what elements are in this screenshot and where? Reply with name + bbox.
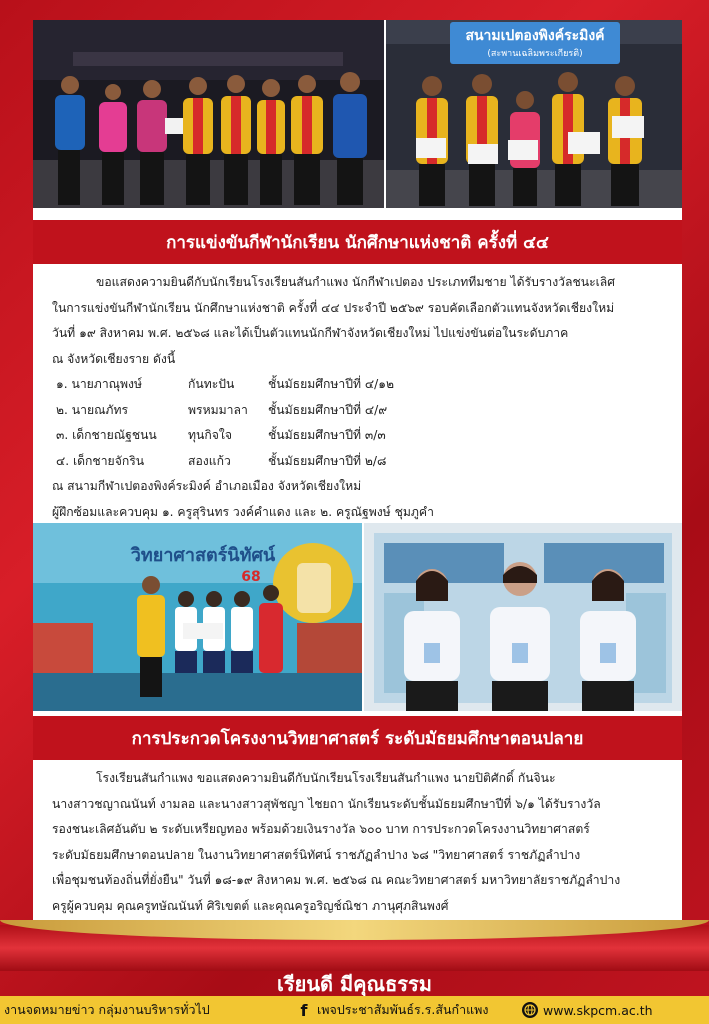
globe-icon	[522, 1002, 538, 1018]
section1-line-2: ในการแข่งขันกีฬานักเรียน นักศึกษาแห่งชาติ ครั้งที่ ๔๔ ประจำปี ๒๕๖๙ รอบคัดเลือกตัวแทนจังหวัดเชียงใหม่	[52, 300, 615, 315]
facebook-page-label: เพจประชาสัมพันธ์ร.ร.สันกำแพง	[317, 1002, 489, 1017]
section2-line-3: รองชนะเลิศอันดับ ๒ ระดับเหรียญทอง พร้อมด้วยเงินรางวัล ๖๐๐ บาท การประกวดโครงงานวิทยาศาสตร์	[52, 822, 590, 836]
list-item: ๑. นายภาณุพงษ์ กันทะปัน ชั้นมัธยมศึกษาปีที่ ๔/๑๒	[56, 377, 394, 391]
photo-science-fair-stage	[33, 523, 362, 711]
section1-body	[52, 270, 664, 525]
section2-line-6: ครูผู้ควบคุม คุณครูทษัณนันท์ ศิริเขตต์ และคุณครูอริญช์ณิชา ภานุศุภสินพงศ์	[52, 898, 449, 913]
facebook-link[interactable]	[296, 1000, 522, 1020]
section1-title: การแข่งขันกีฬานักเรียน นักศึกษาแห่งชาติ ครั้งที่ ๔๔	[166, 232, 549, 253]
section2-line-1: โรงเรียนสันกำแพง ขอแสดงความยินดีกับนักเรียนโรงเรียนสันกำแพง นายปิติศักดิ์ กันจินะ	[96, 771, 556, 785]
website-link[interactable]	[522, 1002, 653, 1018]
photo-petanque-team-staff	[33, 20, 384, 208]
science-fair-sign-number: 68	[241, 569, 261, 585]
venue-sign-text: สนามเปตองพิงค์ระมิงค์	[465, 28, 605, 44]
section1-venue: ณ สนามกีฬาเปตองพิงค์ระมิงค์ อำเภอเมือง จังหวัดเชียงใหม่	[52, 479, 362, 493]
website-url: www.skpcm.ac.th	[543, 1002, 653, 1018]
list-item: ๒. นายณภัทร พรหมมาลา ชั้นมัธยมศึกษาปีที่ ๔/๙	[56, 402, 388, 417]
footer-bar	[0, 996, 709, 1024]
footer-department: งานจดหมายข่าว กลุ่มงานบริหารทั่วไป	[4, 1002, 210, 1017]
photo-science-project-students	[364, 523, 682, 711]
section2-title-banner	[33, 716, 682, 760]
section2-title: การประกวดโครงงานวิทยาศาสตร์ ระดับมัธยมศึกษาตอนปลาย	[131, 728, 584, 749]
photo-petanque-team-certificates	[386, 20, 682, 208]
list-item: ๓. เด็กชายณัฐชนน ทุนกิจใจ ชั้นมัธยมศึกษาปีที่ ๓/๓	[56, 428, 386, 442]
list-item: ๔. เด็กชายจักริน สองแก้ว ชั้นมัธยมศึกษาปีที่ ๒/๘	[56, 453, 387, 468]
facebook-icon: f	[300, 1000, 308, 1020]
section1-line-3: วันที่ ๑๙ สิงหาคม พ.ศ. ๒๕๖๘ และได้เป็นตัวแทนนักกีฬาจังหวัดเชียงใหม่ ไปแข่งขันต่อในระดับภาค	[52, 326, 569, 340]
section2-line-2: นางสาวชญาณนันท์ งามลอ และนางสาวสุพัชญา ไชยถา นักเรียนระดับชั้นมัธยมศึกษาปีที่ ๖/๑ ได้รับรางวัล	[52, 796, 601, 811]
section1-coaches: ผู้ฝึกซ้อมและควบคุม ๑. ครูสุรินทร วงค์คำแดง และ ๒. ครูณัฐพงษ์ ชุมภูคำ	[52, 504, 434, 519]
science-fair-sign: วิทยาศาสตร์นิทัศน์	[130, 545, 276, 566]
section1-line-1: ขอแสดงความยินดีกับนักเรียนโรงเรียนสันกำแพง นักกีฬาเปตอง ประเภททีมชาย ได้รับรางวัลชนะเลิศ	[96, 275, 615, 289]
section1-title-banner	[33, 220, 682, 264]
section2-body	[52, 766, 664, 919]
athlete-list	[52, 372, 664, 474]
school-motto: เรียนดี มีคุณธรรม	[277, 972, 432, 996]
section2-line-4: ระดับมัธยมศึกษาตอนปลาย ในงานวิทยาศาสตร์นิทัศน์ ราชภัฏลำปาง ๖๘ "วิทยาศาสตร์ ราชภัฏลำปาง	[52, 847, 581, 862]
venue-sign-subtext: (สะพานเฉลิมพระเกียรติ)	[487, 49, 583, 59]
section2-line-5: เพื่อชุมชนท้องถิ่นที่ยั่งยืน" วันที่ ๑๘-๑๙ สิงหาคม พ.ศ. ๒๕๖๘ ณ คณะวิทยาศาสตร์ มหาวิทยาลัยราชภัฏลำปาง	[52, 873, 621, 887]
section1-line-4: ณ จังหวัดเชียงราย ดังนี้	[52, 351, 176, 366]
